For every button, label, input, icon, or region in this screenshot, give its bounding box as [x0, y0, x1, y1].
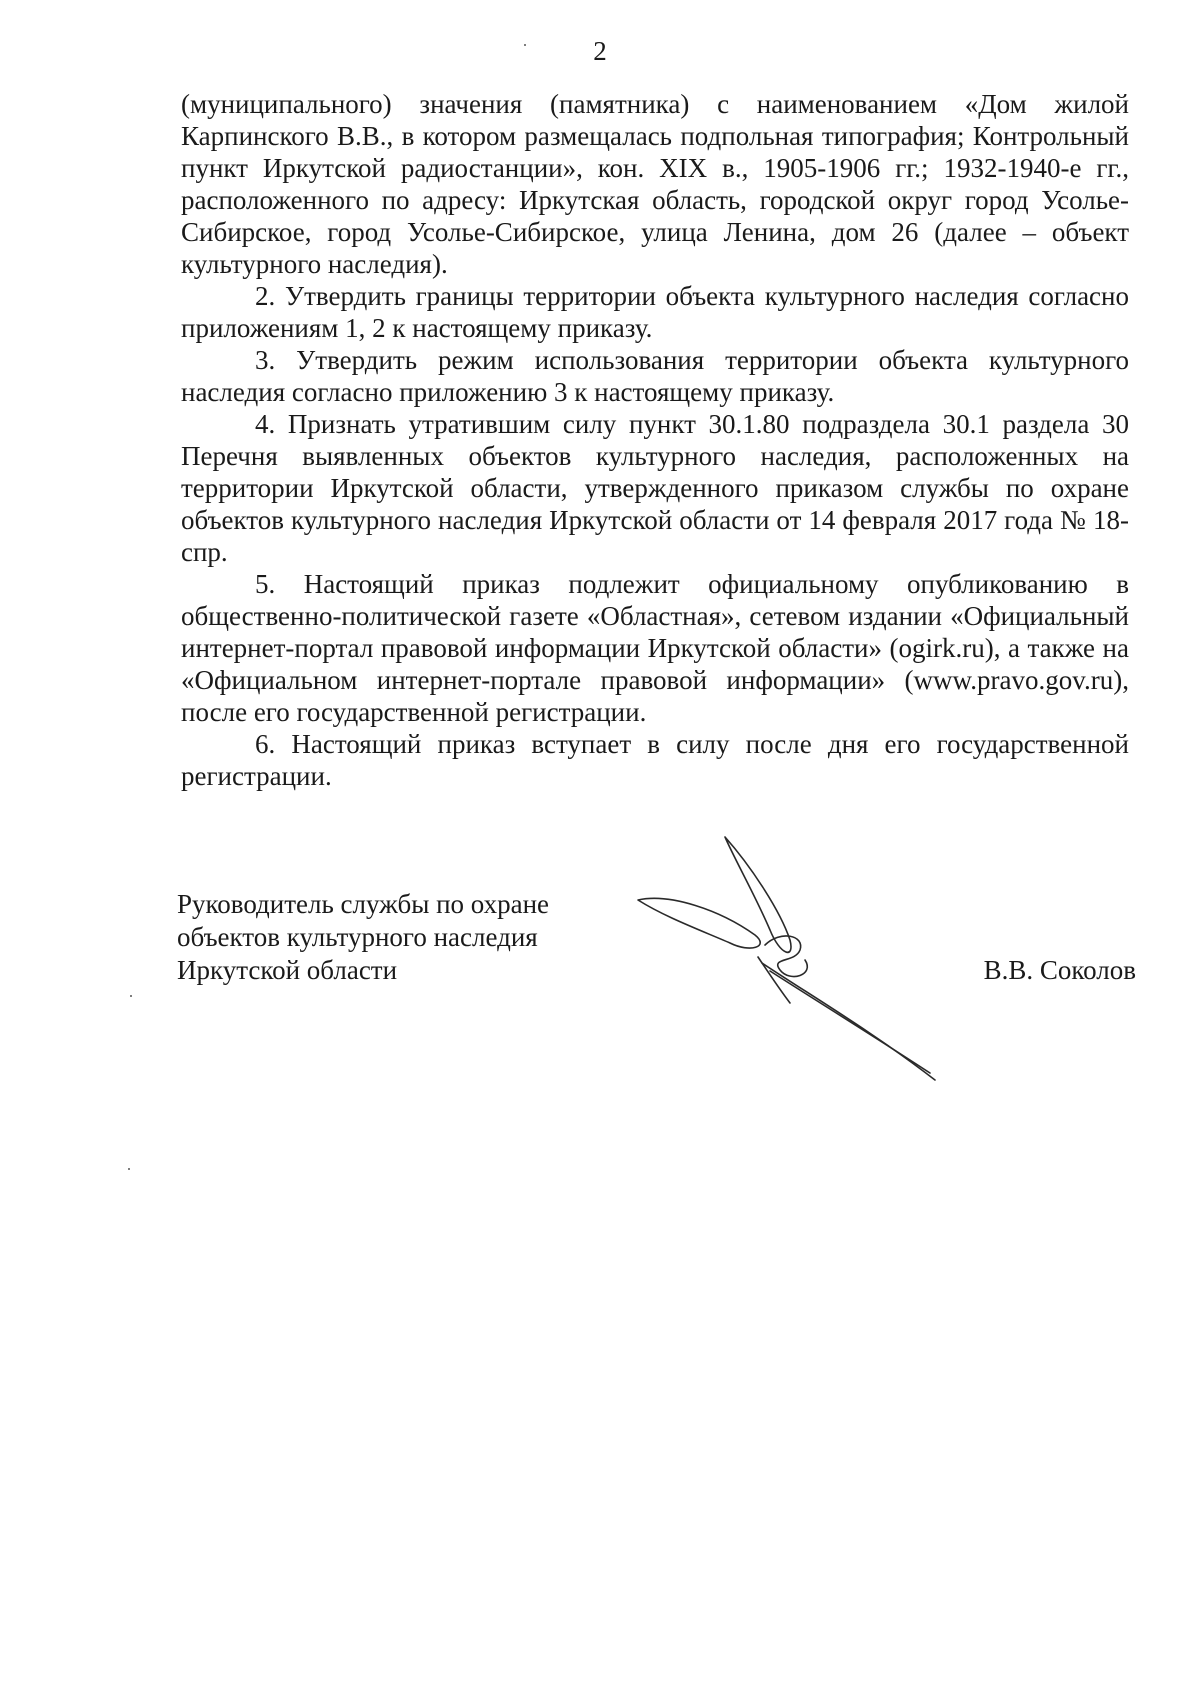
paragraph-item-5: 5. Настоящий приказ подлежит официальному опубликованию в общественно-политической газете «Областная», сетевом издании «Официальный интернет-портал правовой информации Иркутской области» (ogirk.ru), а также на «Официальном интернет-портале правовой информации» (www.pravo.gov.ru), после его государственной регистрации. — [181, 569, 1129, 727]
paragraph-continuation: (муниципального) значения (памятника) с наименованием «Дом жилой Карпинского В.В., в котором размещалась подпольная типография; Контрольный пункт Иркутской радиостанции», кон. XIX в., 1905-1906 гг.; 1932-1940-е гг., расположенного по адресу: Иркутская область, городской округ город Усолье-Сибирское, город Усолье-Сибирское, улица Ленина, дом 26 (далее – объект культурного наследия). — [181, 89, 1129, 279]
signatory-position — [177, 888, 637, 987]
handwritten-signature — [630, 825, 950, 1095]
paragraph-item-6: 6. Настоящий приказ вступает в силу после дня его государственной регистрации. — [181, 729, 1129, 791]
scan-speck — [128, 1168, 130, 1170]
document-body — [181, 88, 1129, 792]
page-number: 2 — [593, 36, 607, 66]
paragraph-item-2: 2. Утвердить границы территории объекта культурного наследия согласно приложениям 1, 2 к настоящему приказу. — [181, 281, 1129, 343]
signatory-position-line: Иркутской области — [177, 955, 398, 985]
signatory-name: В.В. Соколов — [983, 955, 1136, 985]
paragraph-item-3: 3. Утвердить режим использования территории объекта культурного наследия согласно приложению 3 к настоящему приказу. — [181, 345, 1129, 407]
scan-speck — [524, 44, 526, 46]
scan-speck — [130, 995, 132, 997]
signatory-position-line: объектов культурного наследия — [177, 922, 538, 952]
paragraph-item-4: 4. Признать утратившим силу пункт 30.1.80 подраздела 30.1 раздела 30 Перечня выявленных объектов культурного наследия, расположенных на территории Иркутской области, утвержденного приказом службы по охране объектов культурного наследия Иркутской области от 14 февраля 2017 года № 18-спр. — [181, 409, 1129, 567]
signatory-position-line: Руководитель службы по охране — [177, 889, 550, 919]
